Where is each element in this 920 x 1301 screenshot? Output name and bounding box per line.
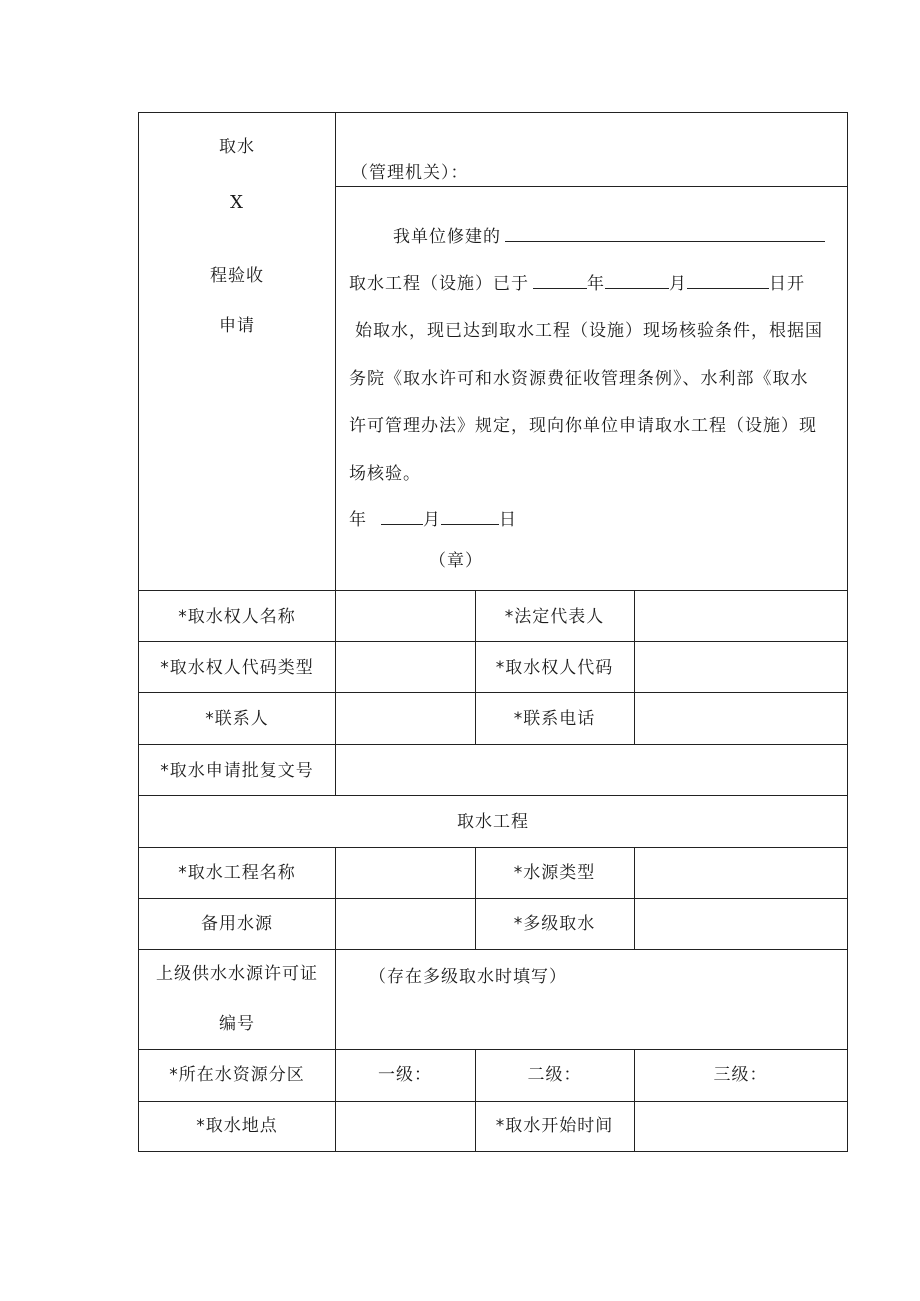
zone-level-3: 三级： [713, 1065, 768, 1085]
divider [634, 590, 635, 744]
title-line-2: X [230, 192, 244, 213]
month-blank[interactable] [605, 272, 669, 289]
para-line-6: 场核验。 [349, 464, 421, 484]
divider [335, 590, 336, 796]
divider [634, 847, 635, 949]
divider [139, 949, 847, 950]
divider [139, 847, 847, 848]
contact-label: *联系人 [205, 709, 269, 729]
divider [139, 692, 847, 693]
day-blank[interactable] [687, 272, 769, 289]
divider [335, 186, 847, 187]
divider [139, 795, 847, 796]
para-line-1 [393, 225, 825, 247]
year-label: 年 [587, 274, 605, 294]
zone-level-1: 一级： [378, 1065, 432, 1085]
phone-label: *联系电话 [513, 709, 596, 729]
day-label: 日开 [769, 274, 805, 294]
date-line [349, 508, 517, 530]
para-line-1-text: 我单位修建的 [393, 227, 501, 247]
code-label: *取水权人代码 [495, 658, 614, 678]
month-label: 月 [669, 274, 687, 294]
divider [139, 1101, 847, 1102]
project-name-label: *取水工程名称 [178, 863, 296, 883]
title-line-4: 申请 [219, 316, 255, 336]
upper-license-label-1: 上级供水水源许可证 [156, 964, 318, 984]
code-type-label: *取水权人代码类型 [160, 658, 314, 678]
divider [139, 898, 847, 899]
multilevel-label: *多级取水 [513, 914, 596, 934]
divider [139, 641, 847, 642]
para-line-3: 始取水，现已达到取水工程（设施）现场核验条件，根据国 [355, 321, 823, 341]
divider [139, 590, 847, 591]
project-section-title: 取水工程 [457, 812, 529, 832]
upper-license-label-2: 编号 [219, 1014, 255, 1034]
divider [335, 847, 336, 1152]
legal-rep-label: *法定代表人 [504, 607, 605, 627]
zone-label: *所在水资源分区 [169, 1065, 305, 1085]
zone-level-2: 二级： [527, 1065, 582, 1085]
date-day-blank[interactable] [441, 508, 499, 525]
project-name-blank[interactable] [505, 225, 825, 242]
applicant-name-label: *取水权人名称 [178, 607, 296, 627]
backup-source-label: 备用水源 [201, 914, 273, 934]
date-month-label: 月 [423, 510, 441, 530]
approval-no-label: *取水申请批复文号 [160, 761, 314, 781]
para-line-4: 务院《取水许可和水资源费征收管理条例》、水利部《取水 [349, 369, 809, 389]
divider [335, 113, 336, 590]
addressee: （管理机关）： [351, 163, 469, 183]
title-line-1: 取水 [219, 137, 255, 157]
para-line-5: 许可管理办法》规定，现向你单位申请取水工程（设施）现 [349, 416, 817, 436]
application-form [138, 112, 848, 1152]
date-day-label: 日 [499, 510, 517, 530]
location-label: *取水地点 [196, 1116, 278, 1136]
title-line-3: 程验收 [210, 266, 264, 286]
start-time-label: *取水开始时间 [495, 1116, 614, 1136]
divider [139, 1049, 847, 1050]
para-line-2-text: 取水工程（设施）已于 [349, 274, 529, 294]
date-year-label: 年 [349, 510, 367, 530]
date-year-blank[interactable] [381, 508, 423, 525]
source-type-label: *水源类型 [513, 863, 596, 883]
upper-license-note: （存在多级取水时填写） [369, 967, 567, 987]
seal: （章） [429, 551, 483, 571]
year-blank[interactable] [533, 272, 587, 289]
divider [139, 744, 847, 745]
para-line-2 [349, 272, 805, 294]
